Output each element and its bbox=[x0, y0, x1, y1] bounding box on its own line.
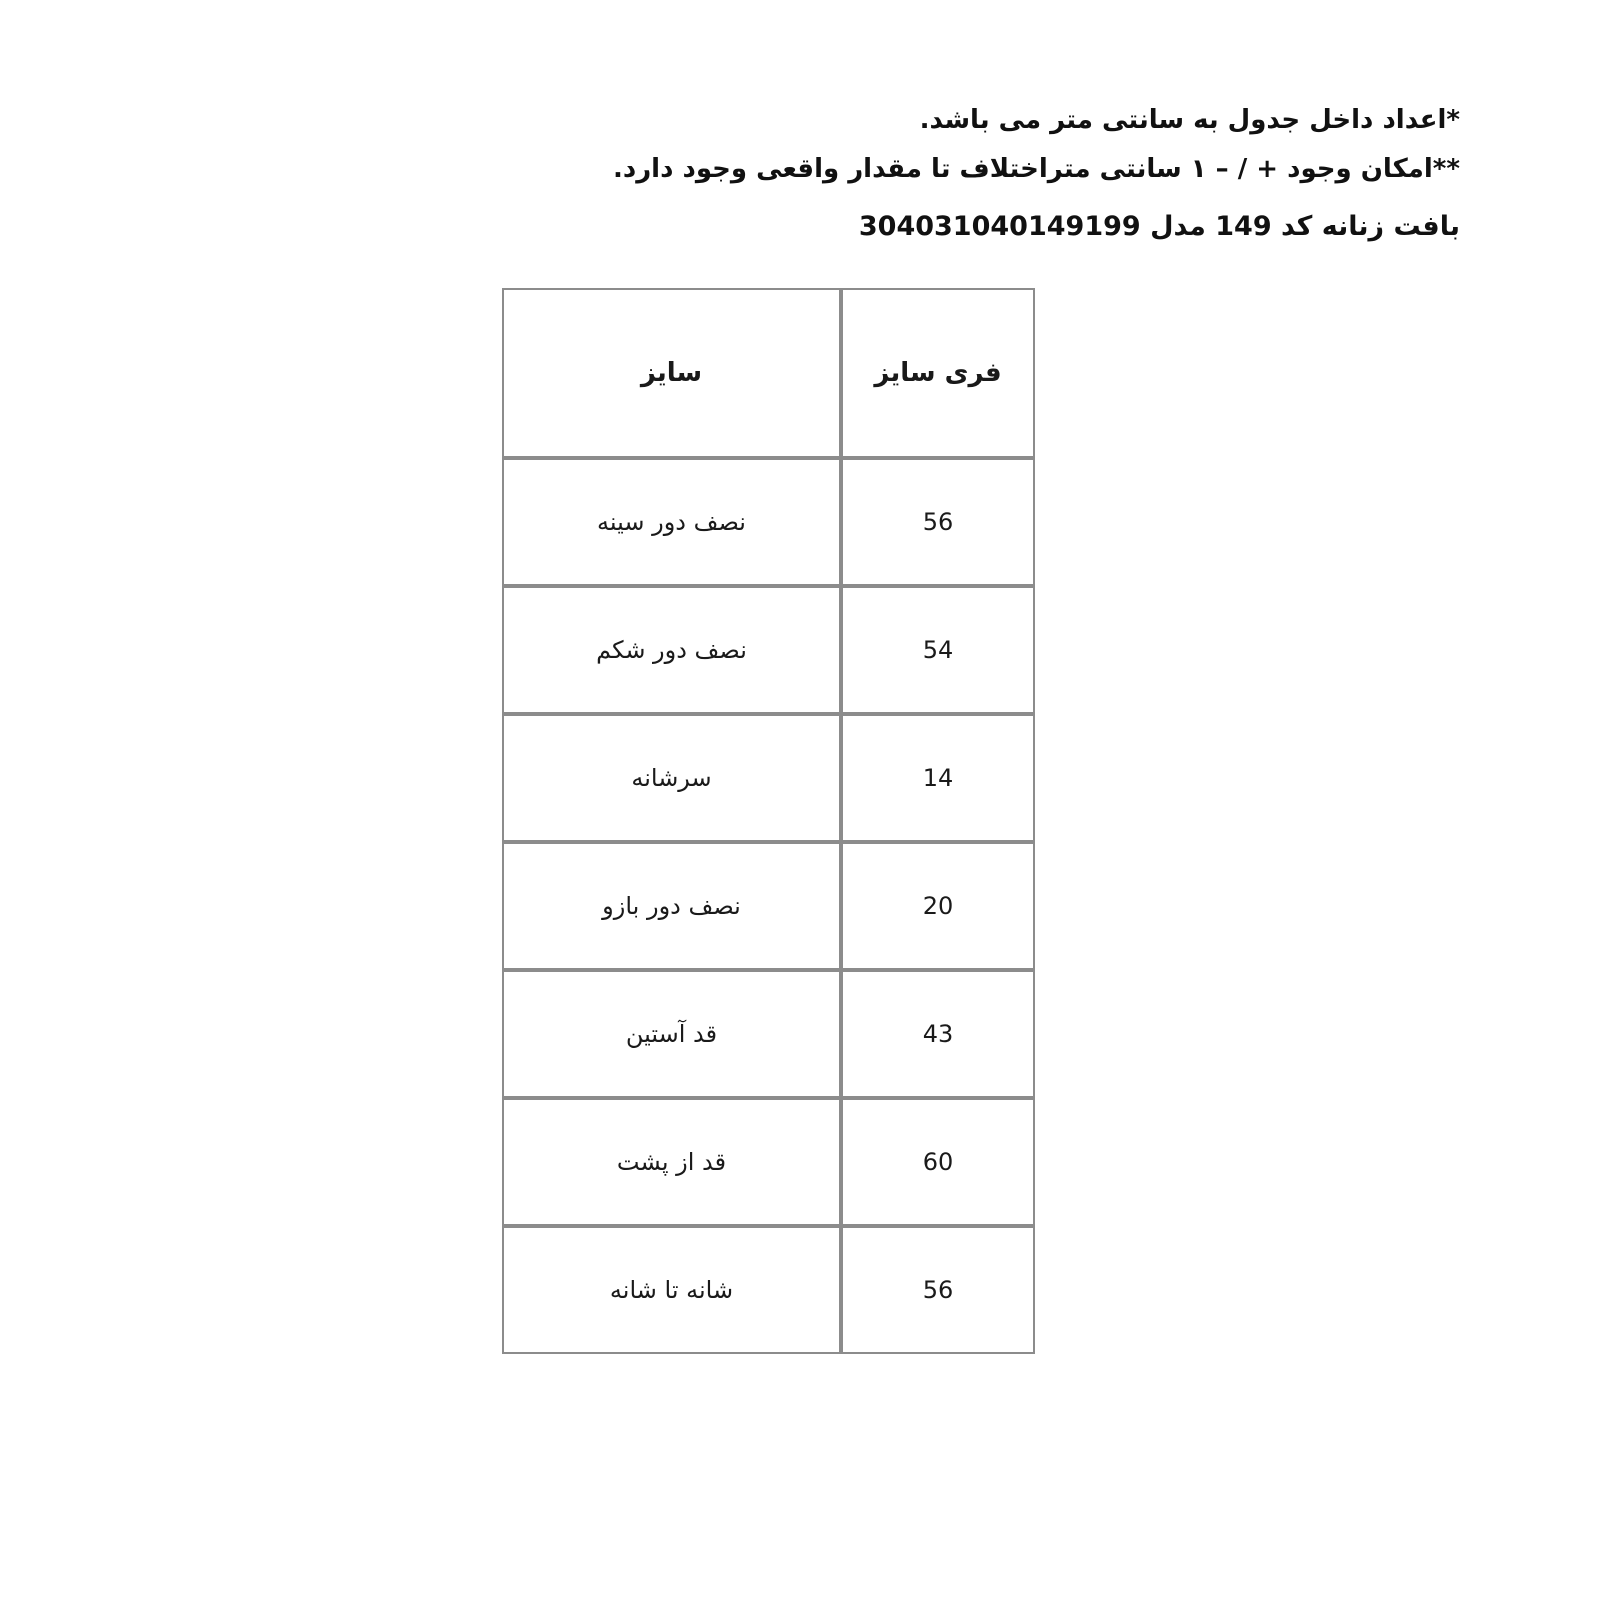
note-units: *اعداد داخل جدول به سانتی متر می باشد. bbox=[919, 105, 1460, 135]
cell-value: 20 bbox=[841, 842, 1035, 970]
cell-value: 54 bbox=[841, 586, 1035, 714]
cell-label: نصف دور شکم bbox=[502, 586, 841, 714]
header-free-size: فری سایز bbox=[841, 288, 1035, 458]
table-row bbox=[502, 586, 1035, 714]
cell-value: 56 bbox=[841, 1226, 1035, 1354]
table-row bbox=[502, 1098, 1035, 1226]
model-middle: مدل bbox=[1150, 210, 1206, 242]
product-code: 149 bbox=[1215, 210, 1272, 242]
size-table-head bbox=[502, 288, 1035, 458]
product-model-line bbox=[140, 201, 1460, 252]
cell-label: قد از پشت bbox=[502, 1098, 841, 1226]
table-row bbox=[502, 970, 1035, 1098]
cell-label: سرشانه bbox=[502, 714, 841, 842]
cell-value: 60 bbox=[841, 1098, 1035, 1226]
cell-label: قد آستین bbox=[502, 970, 841, 1098]
cell-value: 14 bbox=[841, 714, 1035, 842]
header-size: سایز bbox=[502, 288, 841, 458]
cell-value: 56 bbox=[841, 458, 1035, 586]
product-model-number: 304031040149199 bbox=[858, 210, 1141, 242]
size-table bbox=[502, 288, 1035, 1354]
size-table-wrap bbox=[510, 288, 1035, 1354]
note-tolerance: **امکان وجود + / – ۱ سانتی متراختلاف تا مقدار واقعی وجود دارد. bbox=[612, 154, 1460, 185]
notes-block bbox=[140, 96, 1460, 252]
table-row bbox=[502, 842, 1035, 970]
cell-label: شانه تا شانه bbox=[502, 1226, 841, 1354]
cell-label: نصف دور بازو bbox=[502, 842, 841, 970]
table-row bbox=[502, 714, 1035, 842]
cell-value: 43 bbox=[841, 970, 1035, 1098]
cell-label: نصف دور سینه bbox=[502, 458, 841, 586]
model-prefix: بافت زنانه کد bbox=[1281, 210, 1460, 242]
table-row bbox=[502, 1226, 1035, 1354]
size-table-body bbox=[502, 458, 1035, 1354]
table-row bbox=[502, 458, 1035, 586]
table-header-row bbox=[502, 288, 1035, 458]
